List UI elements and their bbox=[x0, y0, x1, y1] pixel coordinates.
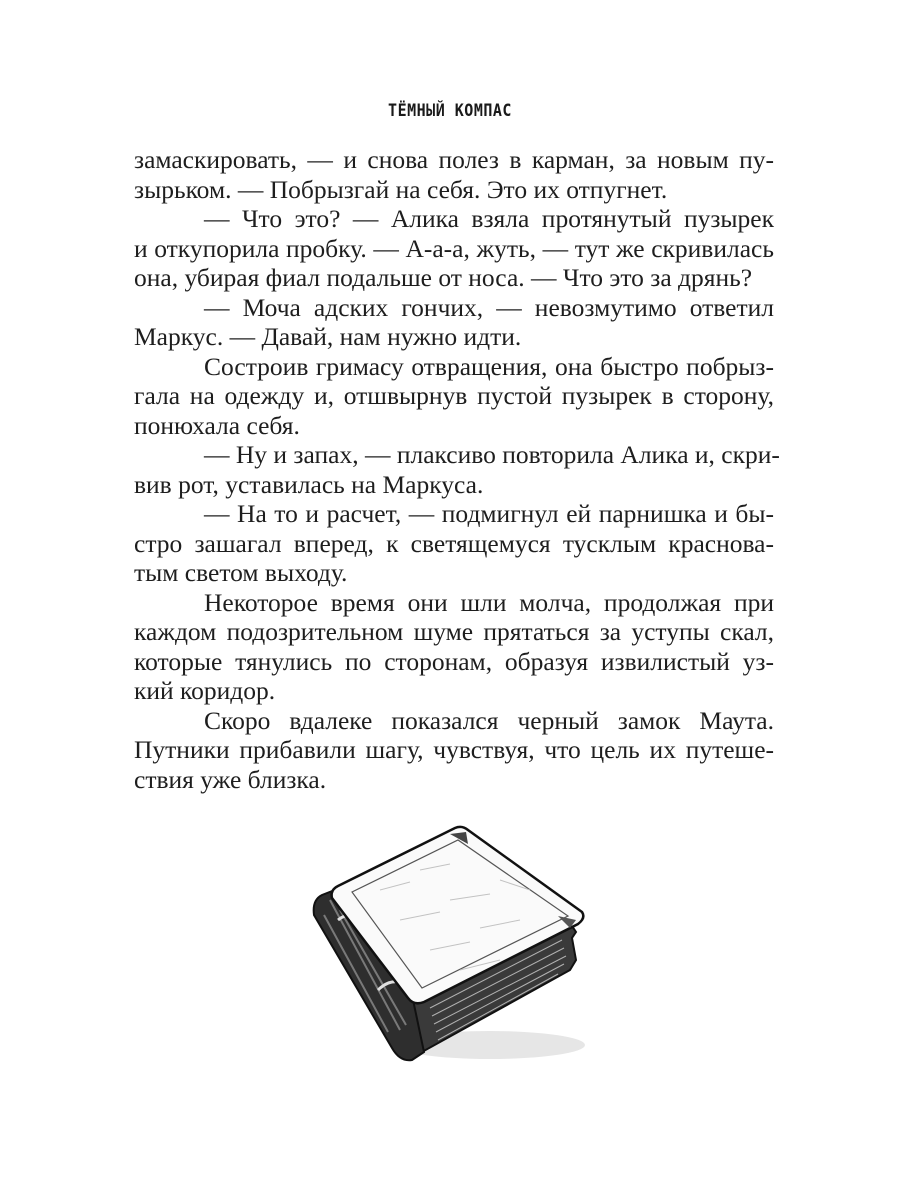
text-line: понюхала себя. bbox=[134, 410, 300, 440]
text-line: гала на одежду и, отшвырнув пустой пузырек в сторону, bbox=[134, 381, 774, 410]
text-line: — Ну и запах, — плаксиво повторила Алика и, скри- bbox=[204, 440, 780, 469]
text-line: каждом подозрительном шуме прятаться за уступы скал, bbox=[134, 617, 774, 646]
text-line: кий коридор. bbox=[134, 676, 276, 705]
text-line: замаскировать, — и снова полез в карман, за новым пу- bbox=[134, 145, 774, 174]
text-line: тым светом выходу. bbox=[134, 558, 348, 587]
text-line: — Моча адских гончих, — невозмутимо ответил bbox=[204, 292, 774, 322]
text-line: которые тянулись по сторонам, образуя извилистый уз- bbox=[134, 646, 774, 676]
text-line: она, убирая фиал подальше от носа. — Что это за дрянь? bbox=[134, 263, 753, 292]
closed-old-book-icon bbox=[300, 820, 600, 1080]
text-line: Маркус. — Давай, нам нужно идти. bbox=[134, 322, 522, 351]
text-line: стро зашагал вперед, к светящемуся тусклым краснова- bbox=[134, 528, 774, 558]
text-line: Состроив гримасу отвращения, она быстро побрыз- bbox=[204, 351, 774, 381]
text-line: Некоторое время они шли молча, продолжая при bbox=[204, 587, 774, 617]
running-head: ТЁМНЫЙ КОМПАС bbox=[388, 99, 512, 121]
text-line: Скоро вдалеке показался черный замок Маута. bbox=[204, 705, 774, 735]
body-text bbox=[134, 145, 780, 794]
text-line: ствия уже близка. bbox=[134, 764, 327, 794]
text-line: зырьком. — Побрызгай на себя. Это их отпугнет. bbox=[134, 174, 668, 204]
text-line: — На то и расчет, — подмигнул ей парнишка и бы- bbox=[204, 499, 774, 528]
text-line: вив рот, уставилась на Маркуса. bbox=[134, 469, 484, 499]
text-line: и откупорила пробку. — А-а-а, жуть, — тут же скривилась bbox=[134, 233, 774, 263]
text-line: — Что это? — Алика взяла протянутый пузырек bbox=[204, 204, 774, 233]
text-line: Путники прибавили шагу, чувствуя, что цель их путеше- bbox=[134, 735, 774, 764]
